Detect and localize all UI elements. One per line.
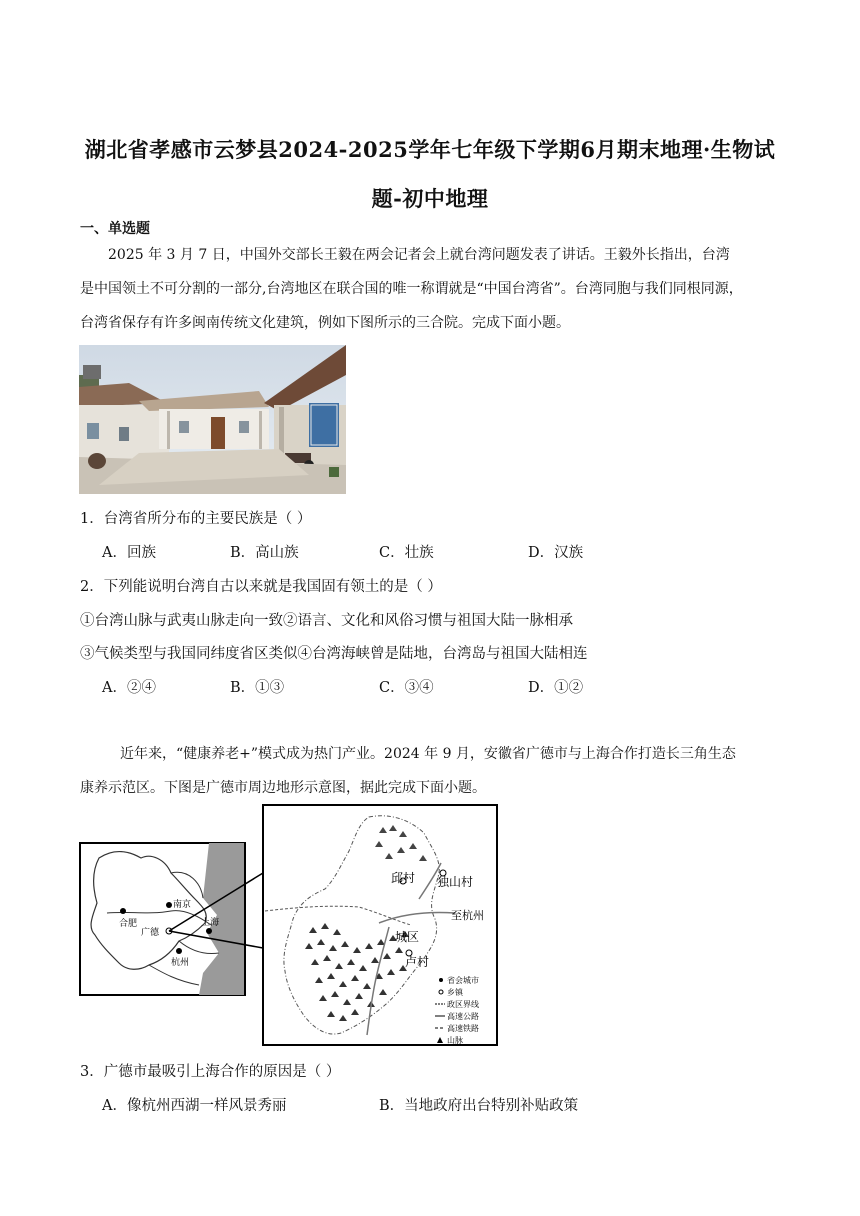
q1-option-d[interactable]: D．汉族 xyxy=(528,545,584,561)
section-heading: 一、单选题 xyxy=(80,221,150,237)
legend-item: 乡镇 xyxy=(447,988,463,997)
passage-1 xyxy=(80,238,780,340)
legend-item: 政区界线 xyxy=(447,1000,479,1009)
page-title-line2: 题-初中地理 xyxy=(371,186,489,211)
q2-option-d[interactable]: D．①② xyxy=(528,680,584,696)
q1-option-a[interactable]: A．回族 xyxy=(102,545,156,561)
passage-1-line: 2025 年 3 月 7 日，中国外交部长王毅在两会记者会上就台湾问题发表了讲话。王毅外长指出，台湾 xyxy=(108,247,730,263)
q1-option-b[interactable]: B．高山族 xyxy=(230,545,299,561)
passage-1-line: 台湾省保存有许多闽南传统文化建筑，例如下图所示的三合院。完成下面小题。 xyxy=(80,315,570,331)
question-2-statements-1: ①台湾山脉与武夷山脉走向一致②语言、文化和风俗习惯与祖国大陆一脉相承 xyxy=(80,613,573,629)
question-2-stem: 2．下列能说明台湾自古以来就是我国固有领土的是（ ） xyxy=(80,579,442,595)
question-3-stem: 3．广德市最吸引上海合作的原因是（ ） xyxy=(80,1064,341,1080)
question-1-stem: 1．台湾省所分布的主要民族是（ ） xyxy=(80,511,312,527)
courtyard-photo xyxy=(79,345,346,494)
question-2-statements-2: ③气候类型与我国同纬度省区类似④台湾海峡曾是陆地，台湾岛与祖国大陆相连 xyxy=(80,646,588,662)
passage-1-line: 是中国领土不可分割的一部分,台湾地区在联合国的唯一称谓就是“中国台湾省”。台湾同胞与我们同根同源， xyxy=(80,281,743,297)
page-title: 湖北省孝感市云梦县2024-2025学年七年级下学期6月期末地理·生物试 xyxy=(84,137,776,162)
q2-option-a[interactable]: A．②④ xyxy=(102,680,156,696)
passage-2 xyxy=(80,737,780,805)
legend-item: 山脉 xyxy=(447,1036,463,1045)
q2-option-b[interactable]: B．①③ xyxy=(230,680,285,696)
q3-option-a[interactable]: A．像杭州西湖一样风景秀丽 xyxy=(102,1098,287,1114)
guangde-terrain-map xyxy=(79,803,499,1046)
map-label-dushancun: 独山村 xyxy=(437,875,474,889)
map-label-qiucun: 邱村 xyxy=(391,871,416,885)
map-label-to-hangzhou: 至杭州 xyxy=(451,909,484,922)
map-label-lucun: 卢村 xyxy=(405,955,430,969)
map-label-hefei: 合肥 xyxy=(119,919,138,929)
map-label-hangzhou: 杭州 xyxy=(171,958,190,968)
legend-item: 高速公路 xyxy=(447,1012,479,1021)
map-label-shanghai: 上海 xyxy=(201,918,220,928)
passage-2-line: 近年来，“健康养老+”模式成为热门产业。2024 年 9 月，安徽省广德市与上海合作打造长三角生态 xyxy=(120,746,736,762)
q3-option-b[interactable]: B．当地政府出台特别补贴政策 xyxy=(379,1098,579,1114)
map-label-guangde: 广德 xyxy=(141,928,160,938)
q2-option-c[interactable]: C．③④ xyxy=(379,680,434,696)
passage-2-line: 康养示范区。下图是广德市周边地形示意图，据此完成下面小题。 xyxy=(80,780,486,796)
map-label-nanjing: 南京 xyxy=(173,900,192,910)
map-label-chengqu: 城区 xyxy=(395,930,420,944)
q1-option-c[interactable]: C．壮族 xyxy=(379,545,434,561)
legend-item: 高速铁路 xyxy=(447,1024,479,1033)
legend-item: 省会城市 xyxy=(447,976,479,985)
